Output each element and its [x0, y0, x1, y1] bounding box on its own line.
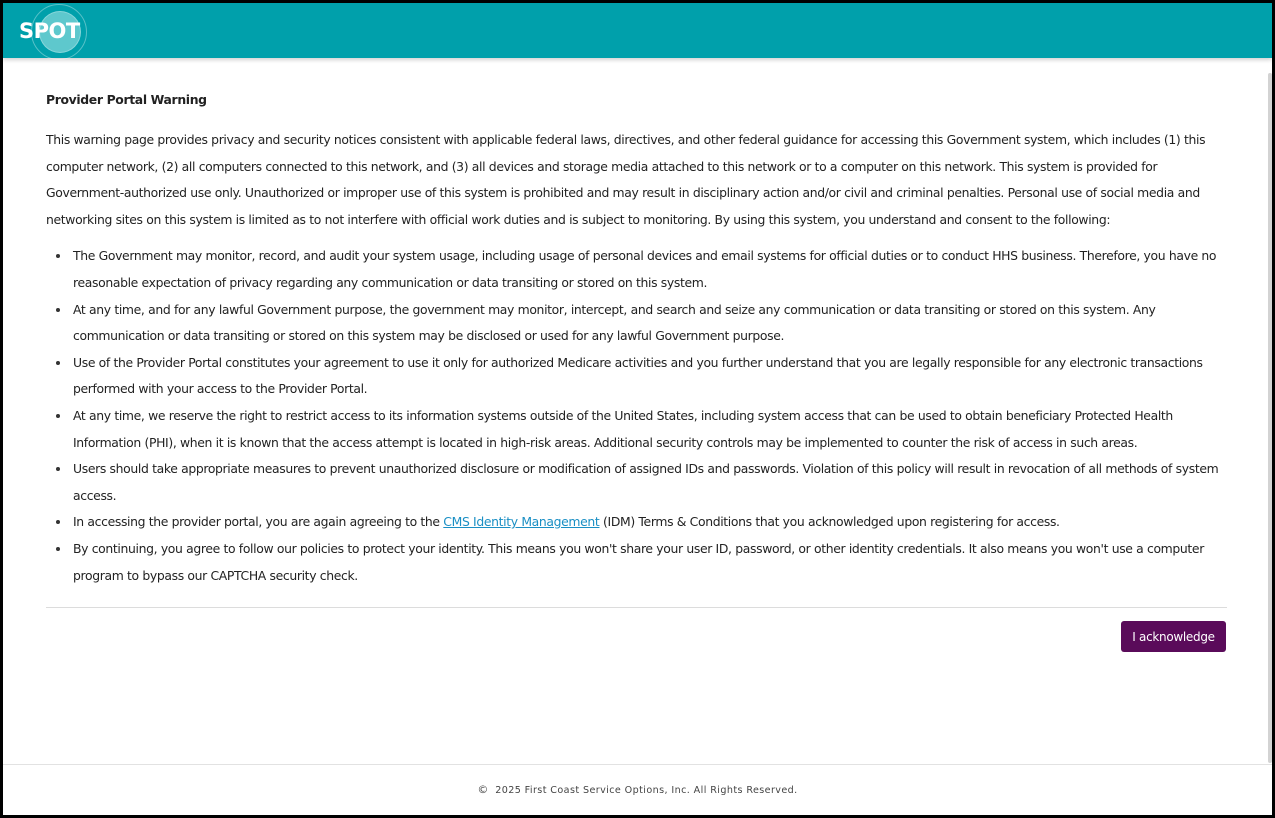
page-scrollbar[interactable]: [1268, 73, 1272, 763]
list-item: By continuing, you agree to follow our policies to protect your identity. This means you won't share your user ID, password, or other identity credentials. It also means you won't use a computer program to bypass our CAPTCHA security check.: [46, 536, 1227, 589]
acknowledge-button[interactable]: I acknowledge: [1121, 621, 1226, 652]
browser-viewport: [3, 3, 1272, 815]
copyright-text: 2025 First Coast Service Options, Inc. All Rights Reserved.: [495, 785, 798, 796]
consent-list: [46, 243, 1227, 589]
copyright-icon: ©: [477, 783, 489, 796]
list-item: At any time, and for any lawful Government purpose, the government may monitor, intercept, and search and seize any communication or data transiting or stored on this system. Any communication or data transiting or stored on this system may be disclosed or used for any lawful Government purpose.: [46, 297, 1227, 350]
list-item: Use of the Provider Portal constitutes your agreement to use it only for authorized Medicare activities and you further understand that you are legally responsible for any electronic transactions performed with your access to the Provider Portal.: [46, 350, 1227, 403]
list-item-text: In accessing the provider portal, you are again agreeing to the: [73, 514, 444, 530]
app-header: [3, 3, 1272, 58]
list-item: The Government may monitor, record, and audit your system usage, including usage of personal devices and email systems for official duties or to conduct HHS business. Therefore, you have no reasonable expectation of privacy regarding any communication or data transiting or stored on this system.: [46, 243, 1227, 296]
content-divider: [46, 607, 1227, 608]
cms-identity-management-link[interactable]: CMS Identity Management: [443, 514, 600, 530]
footer: [3, 783, 1272, 796]
warning-content: [46, 91, 1227, 589]
list-item: Users should take appropriate measures to prevent unauthorized disclosure or modification of assigned IDs and passwords. Violation of this policy will result in revocation of all methods of system access.: [46, 456, 1227, 509]
page-title: Provider Portal Warning: [46, 92, 207, 107]
logo-text: SPOT: [19, 19, 80, 43]
warning-intro: This warning page provides privacy and security notices consistent with applicable federal laws, directives, and other federal guidance for accessing this Government system, which includes (1) this computer network, (2) all computers connected to this network, and (3) all devices and storage media attached to this network or to a computer on this network. This system is provided for Government-authorized use only. Unauthorized or improper use of this system is prohibited and may result in disciplinary action and/or civil and criminal penalties. Personal use of social media and networking sites on this system is limited as to not interfere with official work duties and is subject to monitoring. By using this system, you understand and consent to the following:: [46, 132, 1206, 227]
spot-logo[interactable]: [17, 8, 81, 58]
list-item: [46, 509, 1227, 536]
list-item-text: (IDM) Terms & Conditions that you acknowledged upon registering for access.: [599, 514, 1060, 530]
footer-divider: [3, 764, 1272, 765]
list-item: At any time, we reserve the right to restrict access to its information systems outside of the United States, including system access that can be used to obtain beneficiary Protected Health Information (PHI), when it is known that the access attempt is located in high-risk areas. Additional security controls may be implemented to counter the risk of access in such areas.: [46, 403, 1227, 456]
